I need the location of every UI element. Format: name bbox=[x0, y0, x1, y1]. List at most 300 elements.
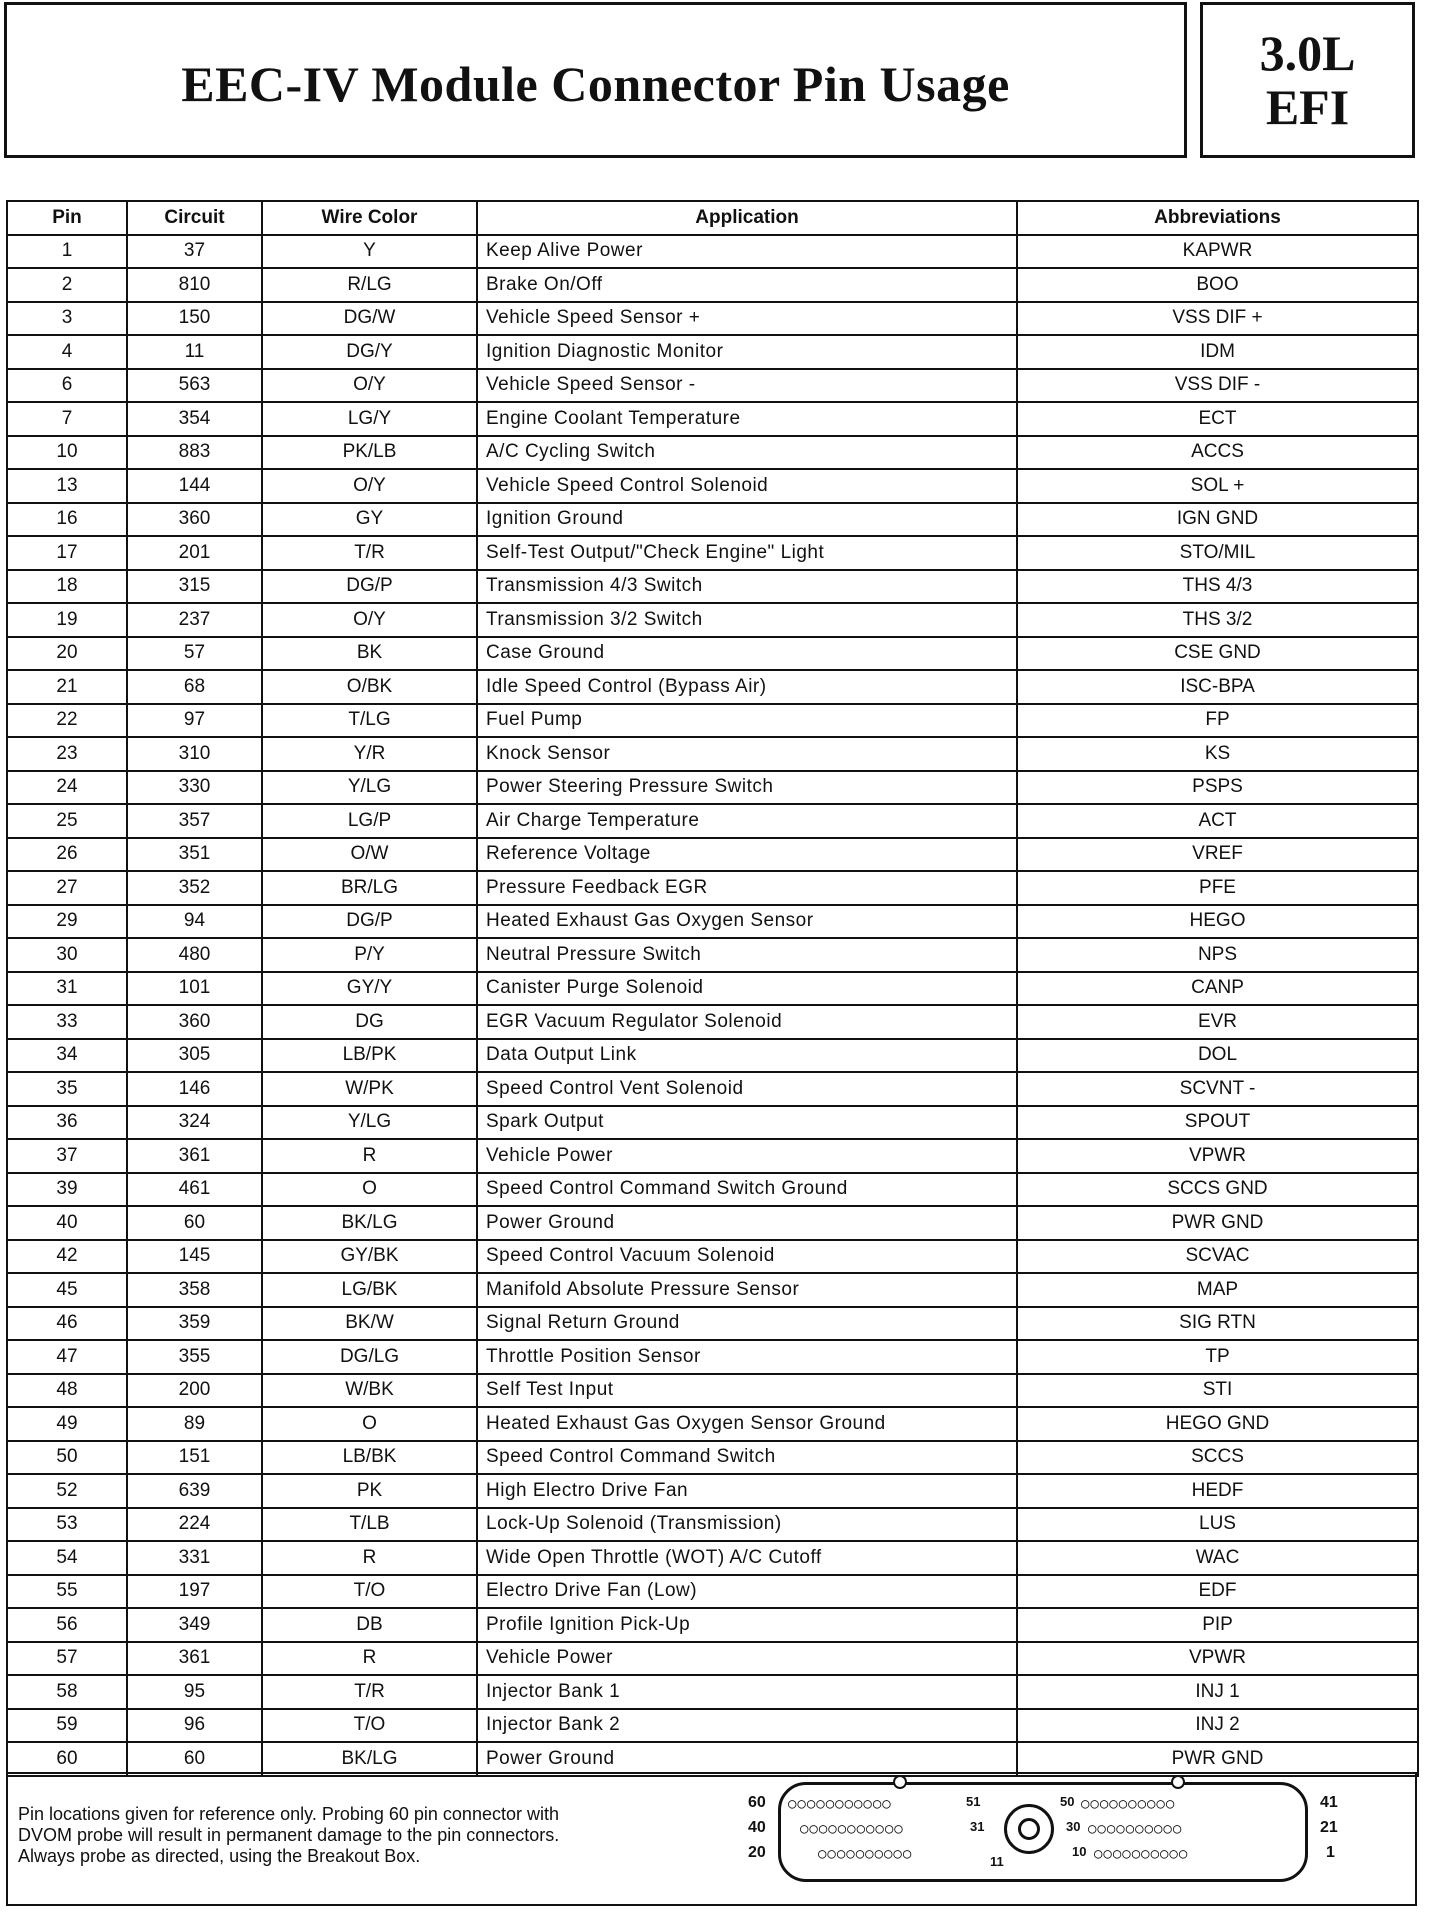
cell-app: Speed Control Command Switch Ground bbox=[477, 1173, 1017, 1207]
table-row bbox=[7, 1273, 1418, 1307]
connector-label: 31 bbox=[970, 1819, 985, 1834]
cell-color: DG bbox=[262, 1005, 477, 1039]
cell-app: EGR Vacuum Regulator Solenoid bbox=[477, 1005, 1017, 1039]
table-row bbox=[7, 1240, 1418, 1274]
cell-circuit: 349 bbox=[127, 1608, 262, 1642]
table-row bbox=[7, 905, 1418, 939]
table-row bbox=[7, 402, 1418, 436]
cell-pin: 39 bbox=[7, 1173, 127, 1207]
title-box bbox=[4, 2, 1187, 158]
cell-color: LG/BK bbox=[262, 1273, 477, 1307]
cell-abbr: PFE bbox=[1017, 871, 1418, 905]
table-row bbox=[7, 1575, 1418, 1609]
cell-color: O/BK bbox=[262, 670, 477, 704]
cell-abbr: THS 4/3 bbox=[1017, 570, 1418, 604]
cell-pin: 6 bbox=[7, 369, 127, 403]
cell-color: O bbox=[262, 1173, 477, 1207]
cell-app: Heated Exhaust Gas Oxygen Sensor Ground bbox=[477, 1407, 1017, 1441]
connector-center-icon bbox=[1004, 1804, 1054, 1854]
table-row bbox=[7, 771, 1418, 805]
cell-circuit: 361 bbox=[127, 1642, 262, 1676]
cell-color: T/O bbox=[262, 1709, 477, 1743]
cell-app: Data Output Link bbox=[477, 1039, 1017, 1073]
cell-pin: 1 bbox=[7, 235, 127, 269]
cell-circuit: 57 bbox=[127, 637, 262, 671]
connector-label: 40 bbox=[748, 1819, 766, 1836]
table-row bbox=[7, 972, 1418, 1006]
footer-panel bbox=[6, 1772, 1417, 1906]
cell-app: Vehicle Power bbox=[477, 1642, 1017, 1676]
cell-pin: 19 bbox=[7, 603, 127, 637]
connector-key-icon bbox=[1171, 1775, 1185, 1789]
cell-abbr: PWR GND bbox=[1017, 1206, 1418, 1240]
table-row bbox=[7, 570, 1418, 604]
connector-label: 21 bbox=[1320, 1819, 1338, 1836]
cell-app: Speed Control Command Switch bbox=[477, 1441, 1017, 1475]
cell-color: DG/P bbox=[262, 905, 477, 939]
cell-color: PK/LB bbox=[262, 436, 477, 470]
cell-color: T/R bbox=[262, 536, 477, 570]
cell-abbr: SCVAC bbox=[1017, 1240, 1418, 1274]
engine-box bbox=[1200, 2, 1415, 158]
cell-pin: 35 bbox=[7, 1072, 127, 1106]
cell-app: Neutral Pressure Switch bbox=[477, 938, 1017, 972]
cell-pin: 31 bbox=[7, 972, 127, 1006]
cell-color: DG/W bbox=[262, 302, 477, 336]
cell-color: BK/LG bbox=[262, 1742, 477, 1776]
cell-app: Vehicle Power bbox=[477, 1139, 1017, 1173]
cell-app: Injector Bank 2 bbox=[477, 1709, 1017, 1743]
cell-color: Y/LG bbox=[262, 771, 477, 805]
cell-abbr: STO/MIL bbox=[1017, 536, 1418, 570]
cell-abbr: VPWR bbox=[1017, 1139, 1418, 1173]
cell-color: DG/P bbox=[262, 570, 477, 604]
pin-row-icon: ○○○○○○○○○○ bbox=[1081, 1796, 1176, 1812]
cell-circuit: 305 bbox=[127, 1039, 262, 1073]
cell-color: BK/LG bbox=[262, 1206, 477, 1240]
cell-circuit: 310 bbox=[127, 737, 262, 771]
cell-color: PK bbox=[262, 1474, 477, 1508]
cell-abbr: KAPWR bbox=[1017, 235, 1418, 269]
cell-color: DB bbox=[262, 1608, 477, 1642]
cell-pin: 25 bbox=[7, 804, 127, 838]
cell-app: High Electro Drive Fan bbox=[477, 1474, 1017, 1508]
cell-circuit: 883 bbox=[127, 436, 262, 470]
cell-color: GY/BK bbox=[262, 1240, 477, 1274]
cell-color: Y/R bbox=[262, 737, 477, 771]
cell-app: Vehicle Speed Sensor - bbox=[477, 369, 1017, 403]
table-row bbox=[7, 1039, 1418, 1073]
cell-color: T/R bbox=[262, 1675, 477, 1709]
cell-circuit: 60 bbox=[127, 1742, 262, 1776]
cell-circuit: 563 bbox=[127, 369, 262, 403]
cell-circuit: 97 bbox=[127, 704, 262, 738]
table-row bbox=[7, 1541, 1418, 1575]
cell-pin: 27 bbox=[7, 871, 127, 905]
cell-app: Self Test Input bbox=[477, 1374, 1017, 1408]
cell-pin: 37 bbox=[7, 1139, 127, 1173]
table-row bbox=[7, 1173, 1418, 1207]
cell-circuit: 94 bbox=[127, 905, 262, 939]
cell-circuit: 360 bbox=[127, 1005, 262, 1039]
cell-app: Case Ground bbox=[477, 637, 1017, 671]
cell-color: DG/LG bbox=[262, 1340, 477, 1374]
cell-pin: 54 bbox=[7, 1541, 127, 1575]
cell-color: GY/Y bbox=[262, 972, 477, 1006]
cell-color: DG/Y bbox=[262, 335, 477, 369]
cell-color: O/Y bbox=[262, 603, 477, 637]
cell-circuit: 480 bbox=[127, 938, 262, 972]
table-row bbox=[7, 871, 1418, 905]
connector-label: 50 bbox=[1060, 1794, 1075, 1809]
connector-label: 51 bbox=[966, 1794, 981, 1809]
table-row bbox=[7, 1608, 1418, 1642]
engine-size: 3.0L bbox=[1259, 25, 1356, 81]
cell-color: R bbox=[262, 1541, 477, 1575]
table-row bbox=[7, 1139, 1418, 1173]
cell-abbr: PSPS bbox=[1017, 771, 1418, 805]
table-row bbox=[7, 1340, 1418, 1374]
cell-app: Electro Drive Fan (Low) bbox=[477, 1575, 1017, 1609]
cell-abbr: VREF bbox=[1017, 838, 1418, 872]
table-row bbox=[7, 637, 1418, 671]
cell-app: Profile Ignition Pick-Up bbox=[477, 1608, 1017, 1642]
cell-circuit: 68 bbox=[127, 670, 262, 704]
table-row bbox=[7, 1642, 1418, 1676]
cell-color: T/O bbox=[262, 1575, 477, 1609]
cell-circuit: 357 bbox=[127, 804, 262, 838]
cell-pin: 47 bbox=[7, 1340, 127, 1374]
table-row bbox=[7, 670, 1418, 704]
cell-pin: 7 bbox=[7, 402, 127, 436]
warning-note bbox=[18, 1804, 678, 1867]
table-row bbox=[7, 268, 1418, 302]
cell-color: GY bbox=[262, 503, 477, 537]
cell-abbr: VPWR bbox=[1017, 1642, 1418, 1676]
table-row bbox=[7, 1072, 1418, 1106]
cell-app: Spark Output bbox=[477, 1106, 1017, 1140]
cell-abbr: DOL bbox=[1017, 1039, 1418, 1073]
cell-pin: 52 bbox=[7, 1474, 127, 1508]
cell-pin: 46 bbox=[7, 1307, 127, 1341]
cell-pin: 29 bbox=[7, 905, 127, 939]
note-line: DVOM probe will result in permanent damage to the pin connectors. bbox=[18, 1825, 560, 1845]
cell-abbr: IDM bbox=[1017, 335, 1418, 369]
table-row bbox=[7, 603, 1418, 637]
cell-color: W/BK bbox=[262, 1374, 477, 1408]
cell-circuit: 101 bbox=[127, 972, 262, 1006]
cell-app: Brake On/Off bbox=[477, 268, 1017, 302]
table-row bbox=[7, 469, 1418, 503]
cell-abbr: KS bbox=[1017, 737, 1418, 771]
table-row bbox=[7, 1742, 1418, 1776]
table-row bbox=[7, 1474, 1418, 1508]
table-row bbox=[7, 302, 1418, 336]
cell-circuit: 639 bbox=[127, 1474, 262, 1508]
cell-pin: 13 bbox=[7, 469, 127, 503]
cell-abbr: ACT bbox=[1017, 804, 1418, 838]
cell-color: Y bbox=[262, 235, 477, 269]
connector-label: 30 bbox=[1066, 1819, 1081, 1834]
cell-pin: 53 bbox=[7, 1508, 127, 1542]
cell-abbr: INJ 1 bbox=[1017, 1675, 1418, 1709]
cell-pin: 60 bbox=[7, 1742, 127, 1776]
cell-circuit: 89 bbox=[127, 1407, 262, 1441]
connector-label: 20 bbox=[748, 1844, 766, 1861]
cell-abbr: THS 3/2 bbox=[1017, 603, 1418, 637]
cell-app: Ignition Ground bbox=[477, 503, 1017, 537]
cell-abbr: SCCS bbox=[1017, 1441, 1418, 1475]
cell-color: T/LG bbox=[262, 704, 477, 738]
cell-pin: 36 bbox=[7, 1106, 127, 1140]
cell-app: Engine Coolant Temperature bbox=[477, 402, 1017, 436]
cell-app: Signal Return Ground bbox=[477, 1307, 1017, 1341]
cell-pin: 22 bbox=[7, 704, 127, 738]
cell-pin: 30 bbox=[7, 938, 127, 972]
table-row bbox=[7, 704, 1418, 738]
cell-circuit: 358 bbox=[127, 1273, 262, 1307]
connector-label: 11 bbox=[990, 1854, 1004, 1869]
table-row bbox=[7, 1307, 1418, 1341]
table-row bbox=[7, 1005, 1418, 1039]
page-title: EEC-IV Module Connector Pin Usage bbox=[181, 56, 1010, 112]
connector-label: 60 bbox=[748, 1794, 766, 1811]
cell-circuit: 95 bbox=[127, 1675, 262, 1709]
cell-pin: 16 bbox=[7, 503, 127, 537]
cell-circuit: 461 bbox=[127, 1173, 262, 1207]
connector-label: 1 bbox=[1326, 1844, 1335, 1861]
cell-abbr: WAC bbox=[1017, 1541, 1418, 1575]
cell-pin: 42 bbox=[7, 1240, 127, 1274]
cell-color: R/LG bbox=[262, 268, 477, 302]
connector-label: 41 bbox=[1320, 1794, 1338, 1811]
cell-abbr: SCVNT - bbox=[1017, 1072, 1418, 1106]
cell-pin: 50 bbox=[7, 1441, 127, 1475]
cell-circuit: 810 bbox=[127, 268, 262, 302]
pin-row-icon: ○○○○○○○○○○ bbox=[1094, 1846, 1189, 1862]
cell-pin: 59 bbox=[7, 1709, 127, 1743]
connector-center-ring-icon bbox=[1018, 1818, 1040, 1840]
cell-pin: 58 bbox=[7, 1675, 127, 1709]
cell-abbr: PIP bbox=[1017, 1608, 1418, 1642]
cell-circuit: 359 bbox=[127, 1307, 262, 1341]
cell-abbr: IGN GND bbox=[1017, 503, 1418, 537]
cell-color: Y/LG bbox=[262, 1106, 477, 1140]
cell-abbr: MAP bbox=[1017, 1273, 1418, 1307]
cell-abbr: SPOUT bbox=[1017, 1106, 1418, 1140]
cell-app: Transmission 4/3 Switch bbox=[477, 570, 1017, 604]
table-row bbox=[7, 838, 1418, 872]
table-row bbox=[7, 737, 1418, 771]
cell-app: A/C Cycling Switch bbox=[477, 436, 1017, 470]
table-row bbox=[7, 536, 1418, 570]
cell-pin: 2 bbox=[7, 268, 127, 302]
cell-app: Canister Purge Solenoid bbox=[477, 972, 1017, 1006]
cell-abbr: VSS DIF + bbox=[1017, 302, 1418, 336]
cell-color: BK/W bbox=[262, 1307, 477, 1341]
cell-abbr: HEGO bbox=[1017, 905, 1418, 939]
table-row bbox=[7, 335, 1418, 369]
cell-color: BR/LG bbox=[262, 871, 477, 905]
cell-pin: 4 bbox=[7, 335, 127, 369]
cell-circuit: 151 bbox=[127, 1441, 262, 1475]
cell-circuit: 351 bbox=[127, 838, 262, 872]
cell-pin: 57 bbox=[7, 1642, 127, 1676]
cell-app: Vehicle Speed Control Solenoid bbox=[477, 469, 1017, 503]
table-row bbox=[7, 1106, 1418, 1140]
cell-abbr: ACCS bbox=[1017, 436, 1418, 470]
cell-abbr: STI bbox=[1017, 1374, 1418, 1408]
cell-circuit: 150 bbox=[127, 302, 262, 336]
cell-pin: 33 bbox=[7, 1005, 127, 1039]
cell-app: Knock Sensor bbox=[477, 737, 1017, 771]
table-row bbox=[7, 235, 1418, 269]
cell-app: Power Ground bbox=[477, 1206, 1017, 1240]
cell-pin: 45 bbox=[7, 1273, 127, 1307]
cell-abbr: INJ 2 bbox=[1017, 1709, 1418, 1743]
cell-pin: 49 bbox=[7, 1407, 127, 1441]
note-line: Always probe as directed, using the Breakout Box. bbox=[18, 1846, 421, 1866]
cell-color: T/LB bbox=[262, 1508, 477, 1542]
cell-app: Speed Control Vacuum Solenoid bbox=[477, 1240, 1017, 1274]
cell-circuit: 197 bbox=[127, 1575, 262, 1609]
cell-app: Self-Test Output/"Check Engine" Light bbox=[477, 536, 1017, 570]
cell-app: Vehicle Speed Sensor + bbox=[477, 302, 1017, 336]
cell-app: Manifold Absolute Pressure Sensor bbox=[477, 1273, 1017, 1307]
table-row bbox=[7, 804, 1418, 838]
cell-color: O bbox=[262, 1407, 477, 1441]
pin-row-icon: ○○○○○○○○○○○ bbox=[800, 1821, 904, 1837]
cell-abbr: ECT bbox=[1017, 402, 1418, 436]
cell-abbr: TP bbox=[1017, 1340, 1418, 1374]
cell-circuit: 237 bbox=[127, 603, 262, 637]
cell-abbr: CSE GND bbox=[1017, 637, 1418, 671]
cell-circuit: 224 bbox=[127, 1508, 262, 1542]
column-header: Wire Color bbox=[262, 201, 477, 235]
cell-circuit: 11 bbox=[127, 335, 262, 369]
cell-color: BK bbox=[262, 637, 477, 671]
cell-app: Fuel Pump bbox=[477, 704, 1017, 738]
cell-pin: 55 bbox=[7, 1575, 127, 1609]
table-body bbox=[7, 235, 1418, 1776]
cell-color: W/PK bbox=[262, 1072, 477, 1106]
table-row bbox=[7, 436, 1418, 470]
cell-app: Pressure Feedback EGR bbox=[477, 871, 1017, 905]
cell-circuit: 315 bbox=[127, 570, 262, 604]
cell-circuit: 331 bbox=[127, 1541, 262, 1575]
cell-color: O/Y bbox=[262, 469, 477, 503]
cell-abbr: BOO bbox=[1017, 268, 1418, 302]
cell-abbr: EVR bbox=[1017, 1005, 1418, 1039]
cell-abbr: SCCS GND bbox=[1017, 1173, 1418, 1207]
note-line: Pin locations given for reference only. Probing 60 pin connector with bbox=[18, 1804, 559, 1824]
pin-usage-table bbox=[6, 200, 1419, 1777]
cell-abbr: SOL + bbox=[1017, 469, 1418, 503]
cell-abbr: LUS bbox=[1017, 1508, 1418, 1542]
cell-abbr: CANP bbox=[1017, 972, 1418, 1006]
table-row bbox=[7, 1508, 1418, 1542]
column-header: Abbreviations bbox=[1017, 201, 1418, 235]
table-row bbox=[7, 503, 1418, 537]
cell-circuit: 201 bbox=[127, 536, 262, 570]
cell-circuit: 146 bbox=[127, 1072, 262, 1106]
table-header-row bbox=[7, 201, 1418, 235]
table-row bbox=[7, 1374, 1418, 1408]
cell-circuit: 354 bbox=[127, 402, 262, 436]
cell-color: O/Y bbox=[262, 369, 477, 403]
cell-circuit: 355 bbox=[127, 1340, 262, 1374]
cell-app: Wide Open Throttle (WOT) A/C Cutoff bbox=[477, 1541, 1017, 1575]
cell-color: R bbox=[262, 1642, 477, 1676]
cell-pin: 34 bbox=[7, 1039, 127, 1073]
cell-app: Power Steering Pressure Switch bbox=[477, 771, 1017, 805]
cell-circuit: 37 bbox=[127, 235, 262, 269]
cell-color: P/Y bbox=[262, 938, 477, 972]
column-header: Circuit bbox=[127, 201, 262, 235]
table-row bbox=[7, 1407, 1418, 1441]
cell-circuit: 324 bbox=[127, 1106, 262, 1140]
column-header: Pin bbox=[7, 201, 127, 235]
cell-circuit: 361 bbox=[127, 1139, 262, 1173]
cell-circuit: 360 bbox=[127, 503, 262, 537]
table-row bbox=[7, 1206, 1418, 1240]
pin-row-icon: ○○○○○○○○○○○ bbox=[788, 1796, 892, 1812]
cell-app: Injector Bank 1 bbox=[477, 1675, 1017, 1709]
cell-color: O/W bbox=[262, 838, 477, 872]
table-row bbox=[7, 1441, 1418, 1475]
cell-abbr: NPS bbox=[1017, 938, 1418, 972]
cell-pin: 18 bbox=[7, 570, 127, 604]
cell-pin: 40 bbox=[7, 1206, 127, 1240]
cell-abbr: EDF bbox=[1017, 1575, 1418, 1609]
cell-pin: 56 bbox=[7, 1608, 127, 1642]
cell-app: Power Ground bbox=[477, 1742, 1017, 1776]
cell-pin: 20 bbox=[7, 637, 127, 671]
engine-type: EFI bbox=[1265, 79, 1350, 135]
cell-abbr: FP bbox=[1017, 704, 1418, 738]
cell-pin: 23 bbox=[7, 737, 127, 771]
cell-circuit: 352 bbox=[127, 871, 262, 905]
cell-app: Lock-Up Solenoid (Transmission) bbox=[477, 1508, 1017, 1542]
cell-pin: 10 bbox=[7, 436, 127, 470]
cell-circuit: 330 bbox=[127, 771, 262, 805]
cell-app: Keep Alive Power bbox=[477, 235, 1017, 269]
cell-app: Reference Voltage bbox=[477, 838, 1017, 872]
cell-circuit: 200 bbox=[127, 1374, 262, 1408]
cell-color: LB/PK bbox=[262, 1039, 477, 1073]
cell-app: Air Charge Temperature bbox=[477, 804, 1017, 838]
cell-pin: 21 bbox=[7, 670, 127, 704]
cell-color: LB/BK bbox=[262, 1441, 477, 1475]
connector-key-icon bbox=[893, 1775, 907, 1789]
cell-app: Throttle Position Sensor bbox=[477, 1340, 1017, 1374]
cell-circuit: 144 bbox=[127, 469, 262, 503]
cell-abbr: SIG RTN bbox=[1017, 1307, 1418, 1341]
cell-pin: 24 bbox=[7, 771, 127, 805]
cell-abbr: VSS DIF - bbox=[1017, 369, 1418, 403]
cell-pin: 48 bbox=[7, 1374, 127, 1408]
cell-circuit: 96 bbox=[127, 1709, 262, 1743]
table-row bbox=[7, 369, 1418, 403]
column-header: Application bbox=[477, 201, 1017, 235]
cell-app: Ignition Diagnostic Monitor bbox=[477, 335, 1017, 369]
table-row bbox=[7, 1675, 1418, 1709]
pin-row-icon: ○○○○○○○○○○ bbox=[1088, 1821, 1183, 1837]
cell-app: Speed Control Vent Solenoid bbox=[477, 1072, 1017, 1106]
cell-color: R bbox=[262, 1139, 477, 1173]
cell-pin: 17 bbox=[7, 536, 127, 570]
cell-app: Transmission 3/2 Switch bbox=[477, 603, 1017, 637]
